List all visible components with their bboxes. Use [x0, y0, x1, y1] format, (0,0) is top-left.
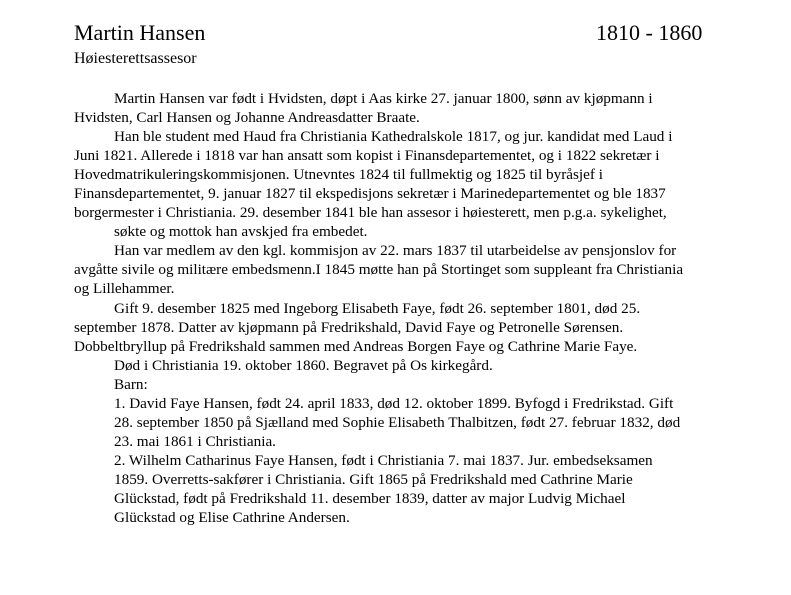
biography-text: [74, 89, 724, 527]
text-line: 23. mai 1861 i Christiania.: [114, 432, 276, 450]
text-line: Han var medlem av den kgl. kommisjon av 22. mars 1837 til utarbeidelse av pensjonslov for: [114, 242, 677, 260]
document-page: [74, 18, 724, 527]
text-line: Hovedmatrikuleringskommisjonen. Utnevntes 1824 til fullmektig og 1825 til byråsjef i: [74, 166, 603, 184]
text-line: Juni 1821. Allerede i 1818 var han ansatt som kopist i Finansdepartementet, og i 1822 sekretær i: [74, 147, 660, 165]
text-line: 28. september 1850 på Sjælland med Sophie Elisabeth Thalbitzen, født 27. februar 1832, død: [114, 413, 681, 431]
text-line: september 1878. Datter av kjøpmann på Fredrikshald, David Faye og Petronelle Sørensen.: [74, 318, 624, 336]
text-line: Finansdepartementet, 9. januar 1827 til ekspedisjons sekretær i Marinedepartementet og ble 1837: [74, 185, 666, 203]
text-line: 1. David Faye Hansen, født 24. april 1833, død 12. oktober 1899. Byfogd i Fredrikstad. Gift: [114, 394, 674, 412]
text-line: 1859. Overretts-sakfører i Christiania. Gift 1865 på Fredrikshald med Cathrine Marie: [114, 470, 633, 488]
person-title: Høiesterettsassesor: [74, 50, 197, 67]
text-line: borgermester i Christiania. 29. desember 1841 ble han assesor i høiesterett, men p.g.a. sykelighet,: [74, 204, 667, 222]
text-line: Han ble student med Haud fra Christiania Kathedralskole 1817, og jur. kandidat med Laud i: [114, 128, 673, 146]
person-name: Martin Hansen: [74, 20, 206, 45]
text-line: Hvidsten, Carl Hansen og Johanne Andreasdatter Braate.: [74, 109, 420, 127]
document-header: [74, 18, 724, 48]
life-years: 1810 - 1860: [596, 20, 703, 45]
text-line: og Lillehammer.: [74, 280, 175, 298]
text-line: Glückstad og Elise Cathrine Andersen.: [114, 509, 350, 527]
text-line: Dobbeltbryllup på Fredrikshald sammen med Andreas Borgen Faye og Cathrine Marie Faye.: [74, 337, 638, 355]
text-line: 2. Wilhelm Catharinus Faye Hansen, født i Christiania 7. mai 1837. Jur. embedseksamen: [114, 451, 653, 469]
text-line: avgåtte sivile og militære embedsmenn.I 1845 møtte han på Stortinget som suppleant fra Christiania: [74, 261, 684, 279]
text-line: Glückstad, født på Fredrikshald 11. desember 1839, datter av major Ludvig Michael: [114, 489, 626, 507]
text-line: søkte og mottok han avskjed fra embedet.: [114, 223, 368, 241]
text-line: Barn:: [114, 375, 148, 393]
text-line: Gift 9. desember 1825 med Ingeborg Elisabeth Faye, født 26. september 1801, død 25.: [114, 299, 641, 317]
text-line: Død i Christiania 19. oktober 1860. Begravet på Os kirkegård.: [114, 356, 493, 374]
text-line: Martin Hansen var født i Hvidsten, døpt i Aas kirke 27. januar 1800, sønn av kjøpmann i: [114, 90, 653, 107]
